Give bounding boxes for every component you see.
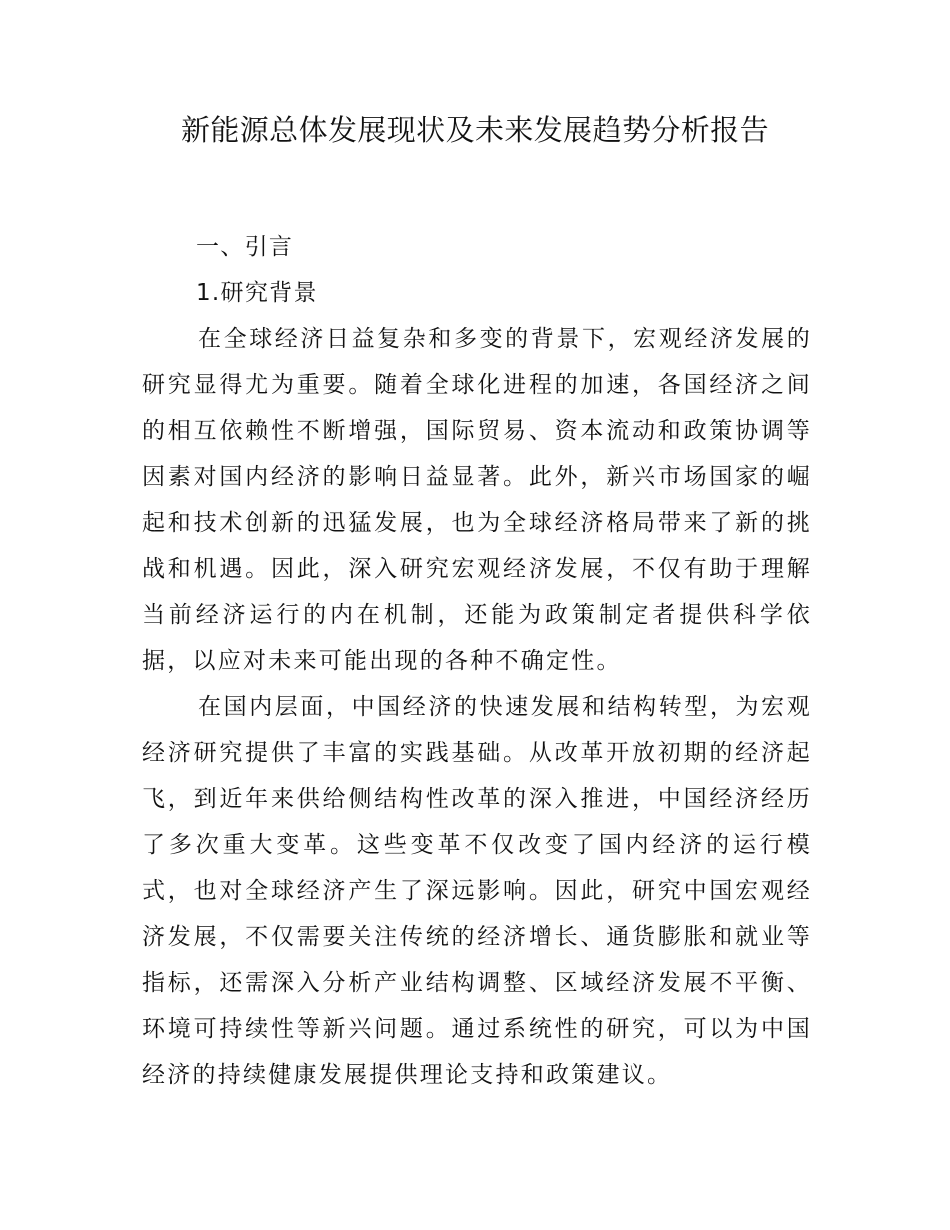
- paragraph-research-background-2: 在国内层面，中国经济的快速发展和结构转型，为宏观经济研究提供了丰富的实践基础。从改革开放初期的经济起飞，到近年来供给侧结构性改革的深入推进，中国经济经历了多次重大变革。这些变革不仅改变了国内经济的运行模式，也对全球经济产生了深远影响。因此，研究中国宏观经济发展，不仅需要关注传统的经济增长、通货膨胀和就业等指标，还需深入分析产业结构调整、区域经济发展不平衡、环境可持续性等新兴问题。通过系统性的研究，可以为中国经济的持续健康发展提供理论支持和政策建议。: [142, 694, 812, 1088]
- subsection-heading: 1.研究背景: [196, 280, 318, 306]
- paragraph-research-background-1: 在全球经济日益复杂和多变的背景下，宏观经济发展的研究显得尤为重要。随着全球化进程的加速，各国经济之间的相互依赖性不断增强，国际贸易、资本流动和政策协调等因素对国内经济的影响日益显著。此外，新兴市场国家的崛起和技术创新的迅猛发展，也为全球经济格局带来了新的挑战和机遇。因此，深入研究宏观经济发展，不仅有助于理解当前经济运行的内在机制，还能为政策制定者提供科学依据，以应对未来可能出现的各种不确定性。: [142, 326, 812, 674]
- document-body: [142, 224, 812, 1098]
- section-heading: 一、引言: [196, 234, 294, 260]
- document-title: 新能源总体发展现状及未来发展趋势分析报告: [180, 113, 769, 147]
